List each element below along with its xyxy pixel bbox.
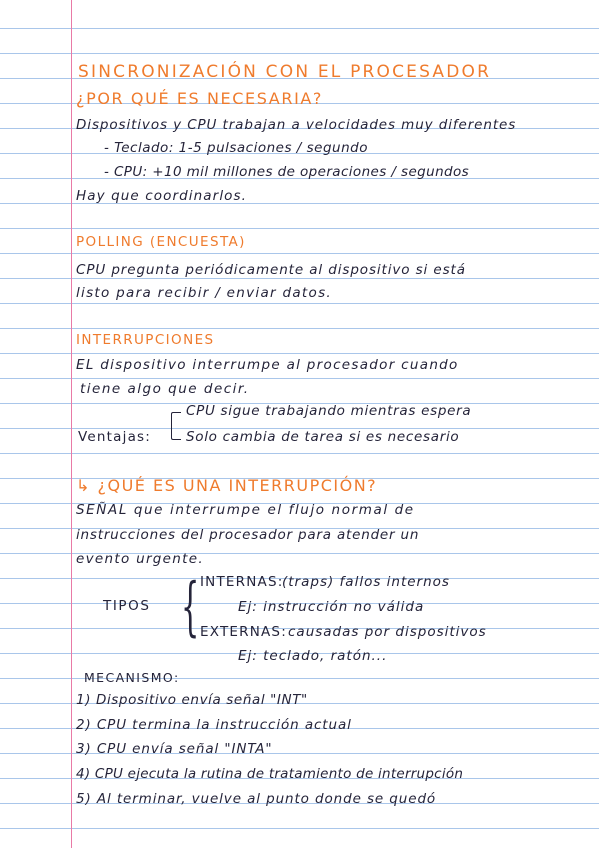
page-title: SINCRONIZACIÓN CON EL PROCESADOR	[78, 62, 492, 82]
mecanismo-heading: MECANISMO:	[84, 670, 180, 685]
ventajas-label: Ventajas:	[78, 429, 152, 445]
mecanismo-step-5: 5) Al terminar, vuelve al punto donde se quedó	[76, 791, 437, 807]
interrupciones-heading: INTERRUPCIONES	[76, 332, 215, 348]
internas-label: INTERNAS:	[200, 574, 284, 590]
interrupciones-line-1: EL dispositivo interrumpe al procesador cuando	[76, 357, 459, 373]
polling-heading: POLLING (ENCUESTA)	[76, 234, 246, 250]
que-es-line-3: evento urgente.	[76, 551, 204, 567]
internas-example: Ej: instrucción no válida	[238, 599, 425, 615]
externas-example: Ej: teclado, ratón...	[238, 648, 388, 664]
ventajas-bracket	[171, 412, 181, 440]
mecanismo-step-1: 1) Dispositivo envía señal "INT"	[76, 692, 308, 708]
internas-desc: (traps) fallos internos	[282, 574, 450, 590]
mecanismo-step-2: 2) CPU termina la instrucción actual	[76, 717, 352, 733]
ventaja-1: CPU sigue trabajando mientras espera	[186, 403, 472, 419]
intro-line-4: Hay que coordinarlos.	[76, 188, 248, 204]
tipos-label: TIPOS	[103, 598, 151, 614]
intro-line-1: Dispositivos y CPU trabajan a velocidades muy diferentes	[76, 117, 517, 133]
que-es-line-1: SEÑAL que interrumpe el flujo normal de	[76, 502, 415, 518]
mecanismo-step-3: 3) CPU envía señal "INTA"	[76, 741, 273, 757]
intro-line-3: - CPU: +10 mil millones de operaciones / segundos	[104, 164, 470, 180]
section-subtitle: ¿POR QUÉ ES NECESARIA?	[76, 89, 324, 108]
ventaja-2: Solo cambia de tarea si es necesario	[186, 429, 460, 445]
externas-label: EXTERNAS:	[200, 624, 287, 640]
mecanismo-step-4: 4) CPU ejecuta la rutina de tratamiento de interrupción	[76, 766, 464, 782]
polling-line-2: listo para recibir / enviar datos.	[76, 285, 333, 301]
externas-desc: causadas por dispositivos	[288, 624, 487, 640]
tipos-brace: {	[181, 570, 200, 644]
polling-line-1: CPU pregunta periódicamente al dispositivo si está	[76, 262, 466, 278]
que-es-heading: ↳ ¿QUÉ ES UNA INTERRUPCIÓN?	[76, 476, 378, 495]
que-es-line-2: instrucciones del procesador para atender un	[76, 527, 420, 543]
intro-line-2: - Teclado: 1-5 pulsaciones / segundo	[104, 140, 368, 156]
interrupciones-line-2: tiene algo que decir.	[80, 381, 250, 397]
